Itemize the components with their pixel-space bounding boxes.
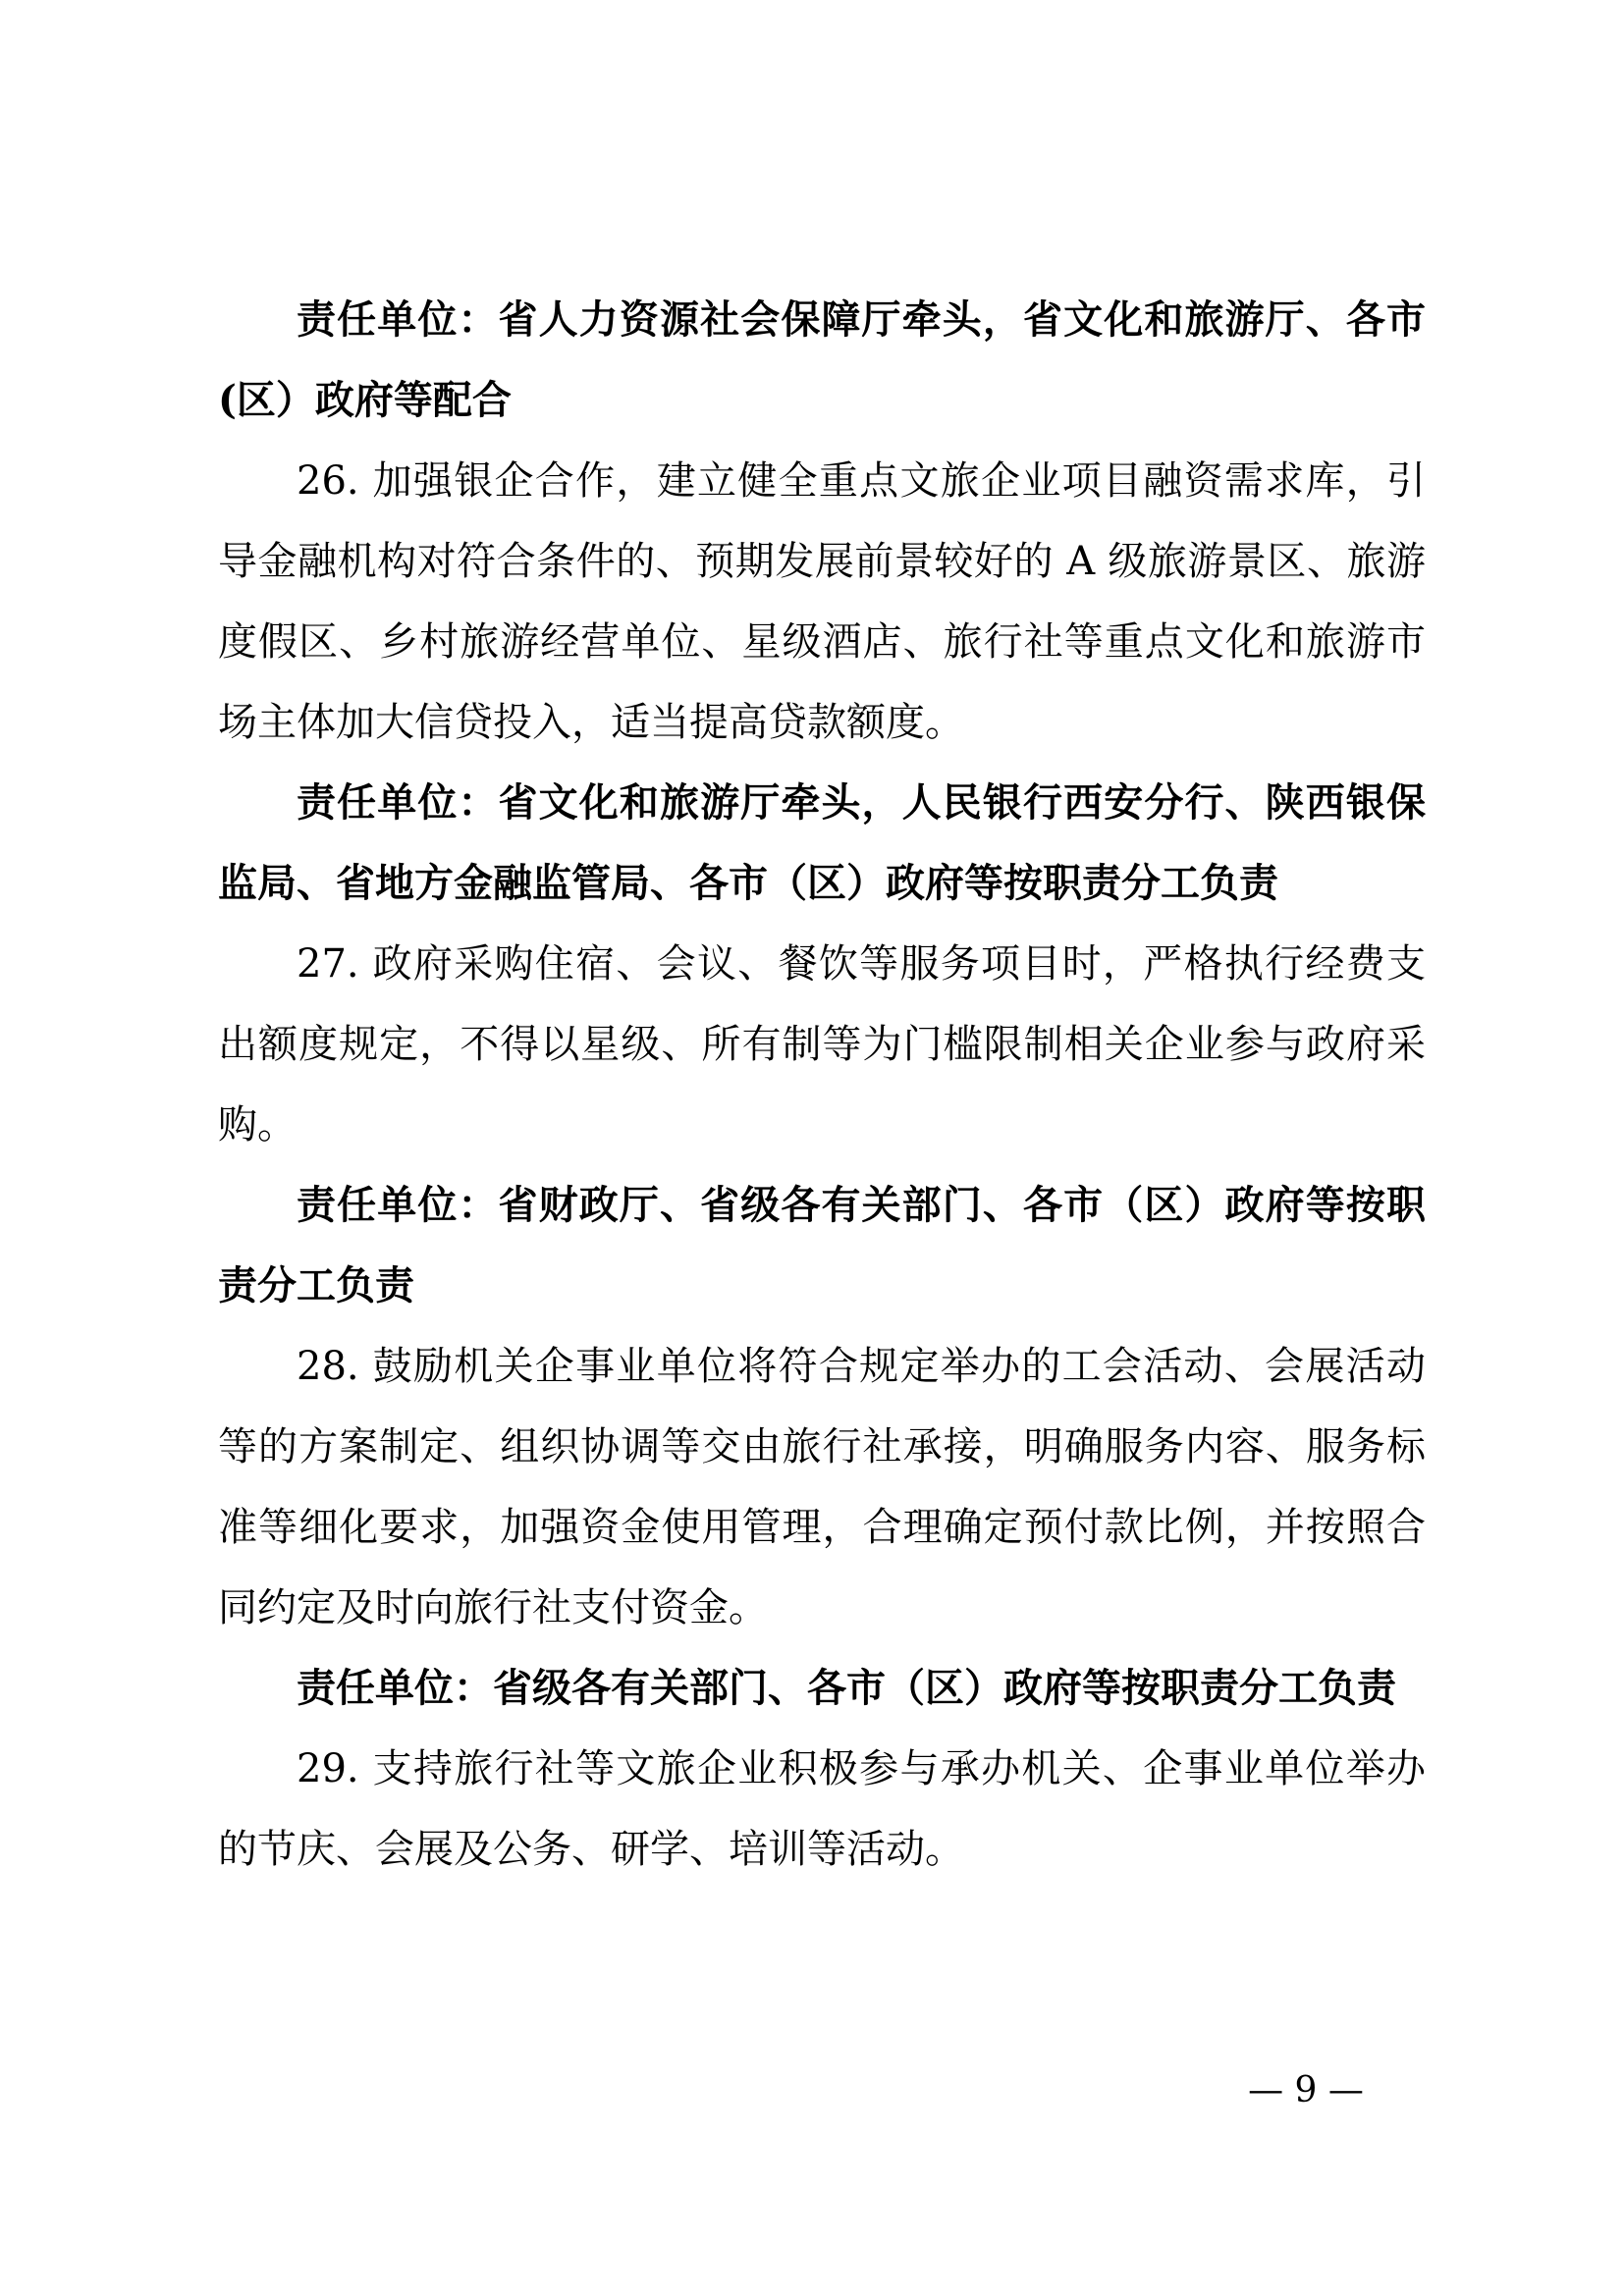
page-number: — 9 — bbox=[1248, 2070, 1364, 2110]
item-paragraph-27: 27. 政府采购住宿、会议、餐饮等服务项目时，严格执行经费支出额度规定，不得以星级、所有制等为门槛限制相关企业参与政府采购。 bbox=[218, 941, 1426, 1148]
responsibility-paragraph: 责任单位：省级各有关部门、各市（区）政府等按职责分工负责 bbox=[297, 1665, 1396, 1711]
responsibility-paragraph: 责任单位：省文化和旅游厅牵头，人民银行西安分行、陕西银保监局、省地方金融监管局、各市（区）政府等按职责分工负责 bbox=[218, 779, 1426, 906]
responsibility-paragraph: 责任单位：省财政厅、省级各有关部门、各市（区）政府等按职责分工负责 bbox=[218, 1182, 1426, 1308]
item-paragraph-26: 26. 加强银企合作，建立健全重点文旅企业项目融资需求库，引导金融机构对符合条件的、预期发展前景较好的 A 级旅游景区、旅游度假区、乡村旅游经营单位、星级酒店、旅行社等重点文化和旅游市场主体加大信贷投入，适当提高贷款额度。 bbox=[218, 458, 1426, 745]
item-paragraph-28: 28. 鼓励机关企事业单位将符合规定举办的工会活动、会展活动等的方案制定、组织协调等交由旅行社承接，明确服务内容、服务标准等细化要求，加强资金使用管理，合理确定预付款比例，并按照合同约定及时向旅行社支付资金。 bbox=[218, 1344, 1426, 1630]
item-paragraph-29: 29. 支持旅行社等文旅企业积极参与承办机关、企事业单位举办的节庆、会展及公务、研学、培训等活动。 bbox=[218, 1746, 1426, 1872]
document-body bbox=[218, 280, 1426, 1890]
responsibility-paragraph: 责任单位：省人力资源社会保障厅牵头，省文化和旅游厅、各市(区）政府等配合 bbox=[218, 296, 1426, 423]
